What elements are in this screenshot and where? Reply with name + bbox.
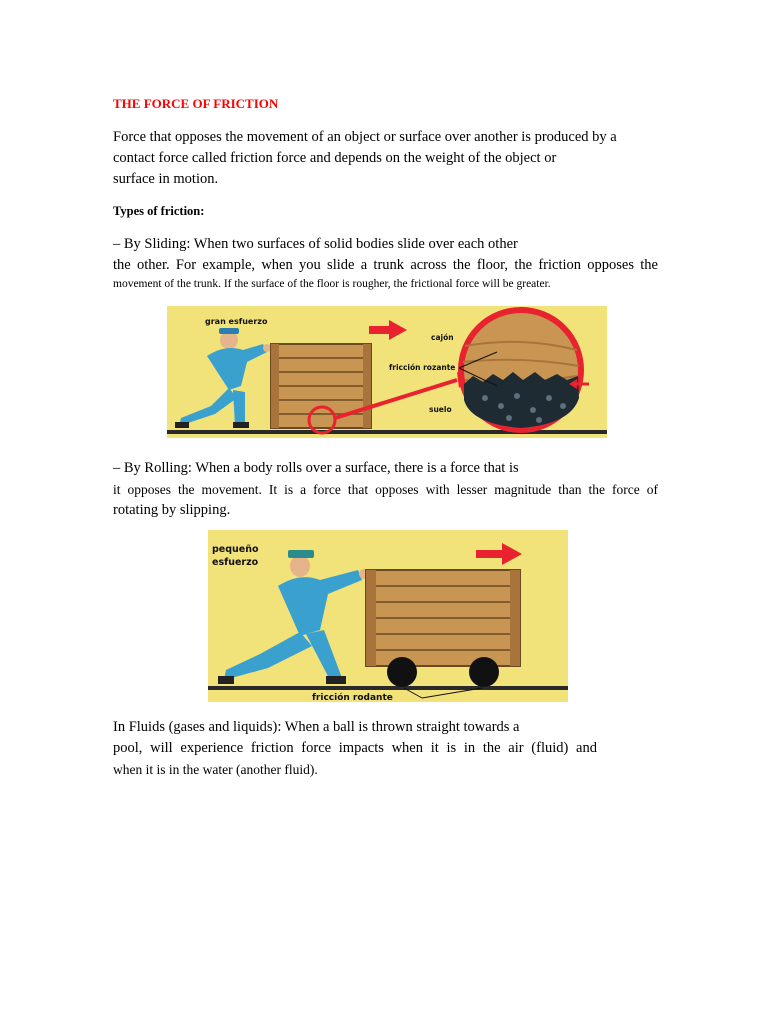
sliding-line-1: – By Sliding: When two surfaces of solid bodies slide over each other [113, 236, 518, 252]
fluids-line-3: when it is in the water (another fluid). [113, 762, 318, 777]
rolling-line-1: – By Rolling: When a body rolls over a surface, there is a force that is [113, 460, 519, 476]
crate-sliding-icon [271, 344, 371, 428]
types-heading: Types of friction: [113, 204, 205, 218]
fluids-line-2: pool, will experience friction force impacts when it is in the air (fluid) and [113, 740, 597, 756]
label-friction-sliding: fricción rozante [389, 363, 456, 372]
label-crate: cajón [431, 333, 454, 342]
rolling-paragraph [113, 458, 658, 521]
page-title: THE FORCE OF FRICTION [113, 96, 279, 111]
sliding-line-2: the other. For example, when you slide a trunk across the floor, the friction opposes the [113, 257, 658, 273]
rolling-line-3: rotating by slipping. [113, 502, 231, 518]
label-effort-sliding: gran esfuerzo [205, 317, 268, 326]
label-floor: suelo [429, 405, 452, 414]
intro-line-1: Force that opposes the movement of an object or surface over another is produced by a [113, 129, 617, 145]
label-effort-rolling-1: pequeño [212, 544, 259, 555]
label-friction-rolling: fricción rodante [312, 693, 393, 702]
fluids-line-1: In Fluids (gases and liquids): When a ball is thrown straight towards a [113, 719, 520, 735]
rolling-line-2: it opposes the movement. It is a force that opposes with lesser magnitude than the force of [113, 482, 658, 497]
sliding-line-3: movement of the trunk. If the surface of the floor is rougher, the frictional force will be greater. [113, 278, 551, 290]
intro-line-2: contact force called friction force and depends on the weight of the object or [113, 150, 557, 166]
intro-paragraph [113, 127, 658, 190]
crate-rolling-icon [366, 570, 520, 666]
sliding-friction-figure [167, 306, 607, 438]
intro-line-3: surface in motion. [113, 171, 219, 187]
sliding-paragraph [113, 234, 658, 292]
label-effort-rolling-2: esfuerzo [212, 557, 259, 568]
fluids-paragraph [113, 717, 597, 780]
rolling-friction-figure [208, 530, 568, 702]
magnifier-circle-icon [461, 310, 581, 430]
